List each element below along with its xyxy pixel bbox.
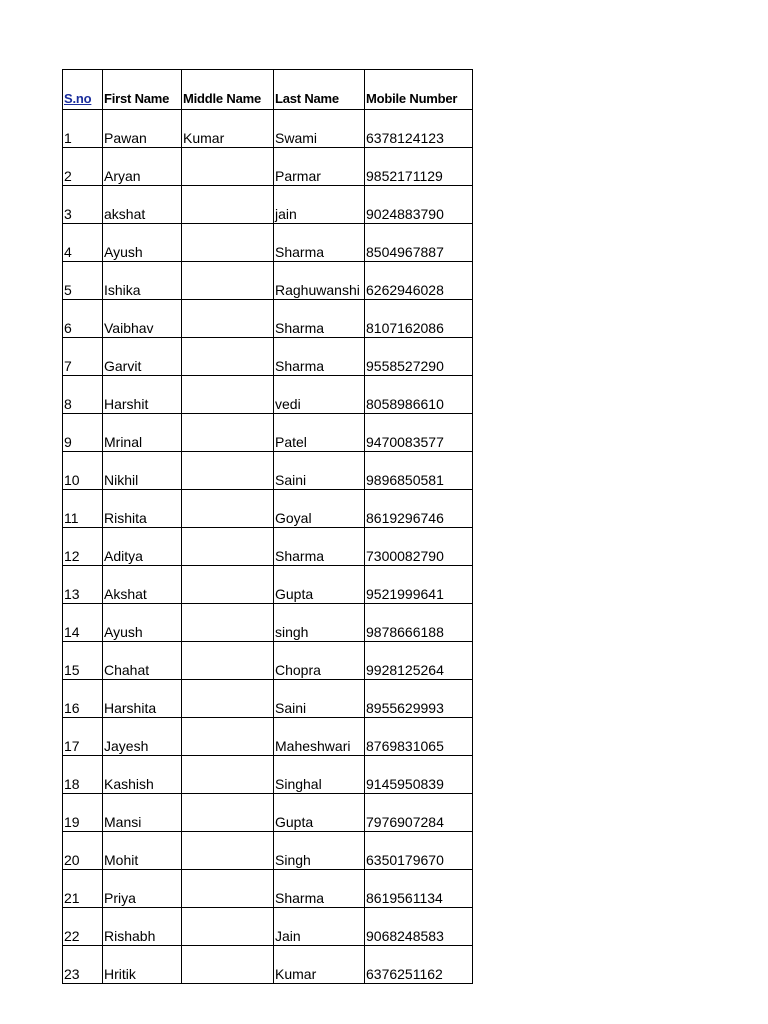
cell-middle-name: [182, 300, 274, 338]
cell-sno: 4: [63, 224, 103, 262]
table-row: [63, 452, 473, 490]
cell-mobile-number: 6262946028: [365, 262, 473, 300]
cell-last-name: Singhal: [274, 756, 365, 794]
cell-mobile-number: 9024883790: [365, 186, 473, 224]
table-row: [63, 262, 473, 300]
cell-sno: 8: [63, 376, 103, 414]
cell-sno: 23: [63, 946, 103, 984]
cell-last-name: Singh: [274, 832, 365, 870]
table-row: [63, 224, 473, 262]
cell-first-name: akshat: [103, 186, 182, 224]
header-last-name: Last Name: [274, 70, 365, 110]
header-row: [63, 70, 473, 110]
cell-middle-name: Kumar: [182, 110, 274, 148]
cell-middle-name: [182, 946, 274, 984]
cell-sno: 6: [63, 300, 103, 338]
cell-first-name: Jayesh: [103, 718, 182, 756]
cell-last-name: jain: [274, 186, 365, 224]
cell-first-name: Nikhil: [103, 452, 182, 490]
cell-mobile-number: 8619296746: [365, 490, 473, 528]
cell-first-name: Ayush: [103, 224, 182, 262]
cell-last-name: Goyal: [274, 490, 365, 528]
table-row: [63, 148, 473, 186]
cell-sno: 7: [63, 338, 103, 376]
cell-first-name: Vaibhav: [103, 300, 182, 338]
cell-last-name: Sharma: [274, 300, 365, 338]
cell-last-name: Parmar: [274, 148, 365, 186]
cell-middle-name: [182, 338, 274, 376]
table-row: [63, 908, 473, 946]
cell-first-name: Rishabh: [103, 908, 182, 946]
cell-mobile-number: 9896850581: [365, 452, 473, 490]
cell-last-name: Patel: [274, 414, 365, 452]
cell-sno: 2: [63, 148, 103, 186]
cell-sno: 16: [63, 680, 103, 718]
cell-sno: 13: [63, 566, 103, 604]
cell-mobile-number: 8955629993: [365, 680, 473, 718]
cell-first-name: Rishita: [103, 490, 182, 528]
contacts-table: [62, 69, 473, 984]
cell-mobile-number: 6378124123: [365, 110, 473, 148]
table-row: [63, 338, 473, 376]
header-sno-link[interactable]: S.no: [63, 70, 103, 110]
cell-sno: 17: [63, 718, 103, 756]
table-row: [63, 870, 473, 908]
cell-middle-name: [182, 642, 274, 680]
cell-mobile-number: 6376251162: [365, 946, 473, 984]
table-row: [63, 110, 473, 148]
cell-last-name: Saini: [274, 452, 365, 490]
table-row: [63, 642, 473, 680]
cell-sno: 18: [63, 756, 103, 794]
cell-sno: 9: [63, 414, 103, 452]
cell-first-name: Ayush: [103, 604, 182, 642]
table-row: [63, 794, 473, 832]
cell-mobile-number: 9470083577: [365, 414, 473, 452]
table-header: [63, 70, 473, 110]
cell-first-name: Harshit: [103, 376, 182, 414]
cell-middle-name: [182, 186, 274, 224]
table-row: [63, 604, 473, 642]
header-mobile-number: Mobile Number: [365, 70, 473, 110]
cell-last-name: Sharma: [274, 338, 365, 376]
cell-middle-name: [182, 224, 274, 262]
cell-first-name: Aditya: [103, 528, 182, 566]
table-row: [63, 414, 473, 452]
cell-middle-name: [182, 566, 274, 604]
cell-first-name: Ishika: [103, 262, 182, 300]
cell-sno: 20: [63, 832, 103, 870]
cell-middle-name: [182, 528, 274, 566]
cell-mobile-number: 7300082790: [365, 528, 473, 566]
cell-last-name: Swami: [274, 110, 365, 148]
cell-middle-name: [182, 490, 274, 528]
cell-mobile-number: 9852171129: [365, 148, 473, 186]
cell-mobile-number: 8107162086: [365, 300, 473, 338]
cell-sno: 15: [63, 642, 103, 680]
cell-mobile-number: 9558527290: [365, 338, 473, 376]
cell-last-name: Saini: [274, 680, 365, 718]
cell-last-name: Sharma: [274, 870, 365, 908]
cell-last-name: Gupta: [274, 566, 365, 604]
cell-mobile-number: 8769831065: [365, 718, 473, 756]
cell-middle-name: [182, 262, 274, 300]
cell-sno: 21: [63, 870, 103, 908]
cell-last-name: singh: [274, 604, 365, 642]
cell-middle-name: [182, 908, 274, 946]
cell-mobile-number: 6350179670: [365, 832, 473, 870]
cell-first-name: Harshita: [103, 680, 182, 718]
cell-middle-name: [182, 756, 274, 794]
cell-last-name: Raghuwanshi: [274, 262, 365, 300]
cell-sno: 22: [63, 908, 103, 946]
cell-first-name: Mohit: [103, 832, 182, 870]
cell-first-name: Hritik: [103, 946, 182, 984]
cell-first-name: Chahat: [103, 642, 182, 680]
cell-mobile-number: 9928125264: [365, 642, 473, 680]
cell-middle-name: [182, 604, 274, 642]
cell-middle-name: [182, 794, 274, 832]
header-middle-name: Middle Name: [182, 70, 274, 110]
cell-sno: 11: [63, 490, 103, 528]
cell-middle-name: [182, 452, 274, 490]
cell-middle-name: [182, 680, 274, 718]
table-row: [63, 300, 473, 338]
table-row: [63, 528, 473, 566]
cell-last-name: Jain: [274, 908, 365, 946]
cell-middle-name: [182, 870, 274, 908]
cell-middle-name: [182, 832, 274, 870]
cell-last-name: Maheshwari: [274, 718, 365, 756]
table-row: [63, 566, 473, 604]
table-row: [63, 490, 473, 528]
cell-sno: 14: [63, 604, 103, 642]
cell-first-name: Akshat: [103, 566, 182, 604]
cell-last-name: vedi: [274, 376, 365, 414]
cell-middle-name: [182, 148, 274, 186]
cell-sno: 5: [63, 262, 103, 300]
table-row: [63, 718, 473, 756]
table-row: [63, 376, 473, 414]
cell-sno: 12: [63, 528, 103, 566]
cell-mobile-number: 9878666188: [365, 604, 473, 642]
cell-mobile-number: 9145950839: [365, 756, 473, 794]
cell-mobile-number: 9521999641: [365, 566, 473, 604]
cell-mobile-number: 8619561134: [365, 870, 473, 908]
table-row: [63, 832, 473, 870]
cell-middle-name: [182, 414, 274, 452]
cell-last-name: Chopra: [274, 642, 365, 680]
cell-last-name: Sharma: [274, 224, 365, 262]
cell-first-name: Mrinal: [103, 414, 182, 452]
cell-middle-name: [182, 718, 274, 756]
table-row: [63, 680, 473, 718]
cell-sno: 1: [63, 110, 103, 148]
cell-sno: 10: [63, 452, 103, 490]
cell-first-name: Mansi: [103, 794, 182, 832]
table-row: [63, 756, 473, 794]
header-first-name: First Name: [103, 70, 182, 110]
cell-middle-name: [182, 376, 274, 414]
cell-sno: 19: [63, 794, 103, 832]
cell-last-name: Gupta: [274, 794, 365, 832]
cell-last-name: Sharma: [274, 528, 365, 566]
cell-mobile-number: 7976907284: [365, 794, 473, 832]
table-row: [63, 186, 473, 224]
table-row: [63, 946, 473, 984]
cell-last-name: Kumar: [274, 946, 365, 984]
table-body: [63, 110, 473, 984]
cell-first-name: Priya: [103, 870, 182, 908]
cell-first-name: Garvit: [103, 338, 182, 376]
cell-mobile-number: 9068248583: [365, 908, 473, 946]
cell-first-name: Kashish: [103, 756, 182, 794]
cell-mobile-number: 8058986610: [365, 376, 473, 414]
cell-mobile-number: 8504967887: [365, 224, 473, 262]
cell-first-name: Pawan: [103, 110, 182, 148]
cell-sno: 3: [63, 186, 103, 224]
cell-first-name: Aryan: [103, 148, 182, 186]
